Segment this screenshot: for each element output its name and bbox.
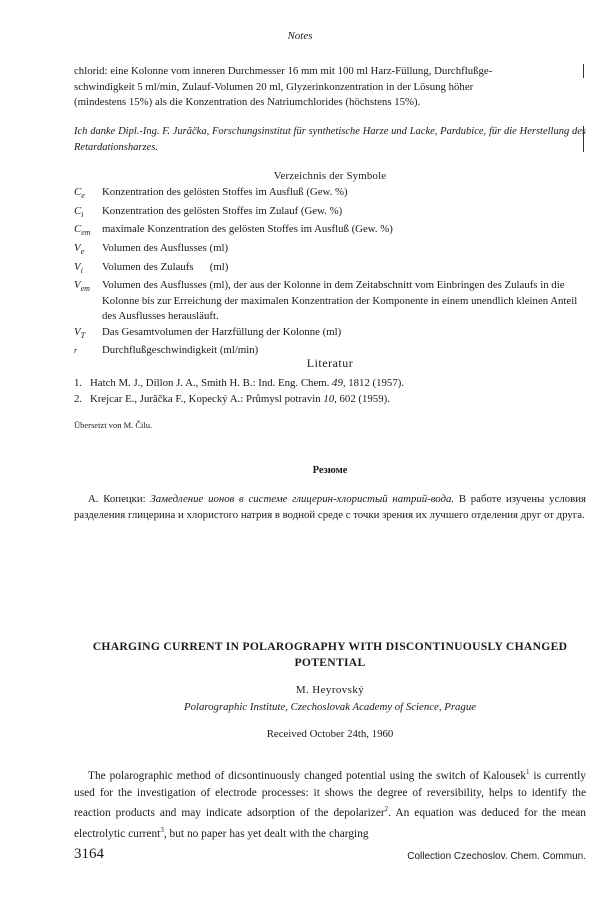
journal-name: Collection Czechoslov. Chem. Commun. xyxy=(407,851,586,862)
resume-author: А. Копецки: xyxy=(88,493,146,505)
reference-item xyxy=(74,376,586,392)
article-title-line-2: POTENTIAL xyxy=(294,656,366,669)
symbol-key: $V_i$ xyxy=(74,260,83,275)
reference-text: Hatch M. J., Dillon J. A., Smith H. B.: Ind. Eng. Chem. 49, 1812 (1957). xyxy=(90,377,405,389)
symbol-description: Volumen des Ausflusses (ml), der aus der Kolonne in dem Zeitabschnitt vom Einbringen des Zulaufs in die Kolonne bis zur Erreichung der maximalen Konzentration der Komponente in einem unendlich kleinen Anteil des Ausflusses herausläuft. xyxy=(102,279,578,323)
symbol-key: $C_{em}$ xyxy=(74,223,91,238)
article-title-line-1: CHARGING CURRENT IN POLAROGRAPHY WITH DISCONTINUOUSLY CHANGED xyxy=(92,640,568,653)
symbol-row xyxy=(74,278,586,325)
intro-line-2: schwindigkeit 5 ml/min, Zulauf-Volumen 20 ml, Glyzerinkonzentration in der Lösung höher xyxy=(74,80,474,93)
intro-line-1: chlorid: eine Kolonne vom inneren Durchmesser 16 mm mit 100 ml Harz-Füllung, Durchflußge- xyxy=(74,65,493,77)
citation-3: 3 xyxy=(160,825,164,834)
symbol-description: Volumen des Ausflusses (ml) xyxy=(102,241,229,254)
symbol-description: Konzentration des gelösten Stoffes im Zulauf (Gew. %) xyxy=(102,204,343,217)
article-body-paragraph: The polarographic method of dicsontinuously changed potential using the switch of Kalousek$^1$ is currently used for the investigation of electrode processes: it shows the degree of reversibility, helps to identify the reaction products and may indicate adsorption of the depolarizer$^2$. An equation was deduced for the mean electrolytic current$^3$, but no paper has yet dealt with the charging xyxy=(74,768,587,840)
symbol-key: $V_e$ xyxy=(74,241,85,257)
resume-text: В работе изучены условия разделения глицерина и хлористого натрия в водной среде с точки зрения их лучшего отделения друг от друга. xyxy=(74,493,586,521)
symbol-key: $C_e$ xyxy=(74,186,85,201)
symbol-key: $V_{em}$ xyxy=(74,279,90,294)
symbol-description: Durchflußgeschwindigkeit (ml/min) xyxy=(102,344,259,357)
symbol-key: r xyxy=(74,346,78,356)
resume-heading: Резюме xyxy=(312,465,348,476)
symbols-heading: Verzeichnis der Symbole xyxy=(273,170,387,182)
symbol-row xyxy=(74,204,586,223)
literature-heading: Literatur xyxy=(306,356,354,370)
intro-paragraph xyxy=(74,64,586,111)
intro-line-3: (mindestens 15%) als die Konzentration des Natriumchlorides (höchstens 15%). xyxy=(74,96,421,108)
received-date: Received October 24th, 1960 xyxy=(266,728,394,740)
symbol-row xyxy=(74,260,586,279)
citation-1: 1 xyxy=(526,768,530,776)
article-title xyxy=(74,639,586,671)
acknowledgement: Ich danke Dipl.-Ing. F. Jurăčka, Forschungsinstitut für synthetische Harze und Lacke, Pardubice, für die Herstellung des Retardationsharzes. xyxy=(74,126,586,153)
symbol-key: $C_i$ xyxy=(74,204,84,219)
reference-item xyxy=(74,392,586,408)
symbol-description: Konzentration des gelösten Stoffes im Ausfluß (Gew. %) xyxy=(102,186,348,198)
citation-2: 2 xyxy=(384,805,389,814)
reference-number: 1. xyxy=(74,377,83,389)
symbol-description: Volumen des Zulaufs (ml) xyxy=(102,260,229,273)
symbol-key: $V_T$ xyxy=(74,325,86,340)
symbol-row xyxy=(74,241,586,260)
reference-text: Krejcar E., Jurăčka F., Kopecký A.: Průmysl potravin 10, 602 (1959). xyxy=(90,392,390,405)
symbol-description: Das Gesamtvolumen der Harzfüllung der Kolonne (ml) xyxy=(102,325,342,338)
symbol-row xyxy=(74,325,586,344)
article-author: M. Heyrovský xyxy=(295,684,365,696)
symbol-row xyxy=(74,222,586,241)
resume-title: Замедление ионов в системе глицерин-хлористый натрий-вода. xyxy=(150,493,455,505)
page-number: 3164 xyxy=(74,846,104,862)
symbol-description: maximale Konzentration des gelösten Stoffes im Ausfluß (Gew. %) xyxy=(102,223,393,236)
resume-paragraph xyxy=(74,491,586,523)
running-head: Notes xyxy=(287,30,313,42)
translator-note: Übersetzt von M. Čilu. xyxy=(74,420,153,430)
symbols-list xyxy=(74,185,586,362)
article-affiliation: Polarographic Institute, Czechoslovak Academy of Science, Prague xyxy=(183,701,477,713)
reference-number: 2. xyxy=(74,392,83,405)
symbol-row xyxy=(74,185,586,204)
reference-list xyxy=(74,376,586,407)
